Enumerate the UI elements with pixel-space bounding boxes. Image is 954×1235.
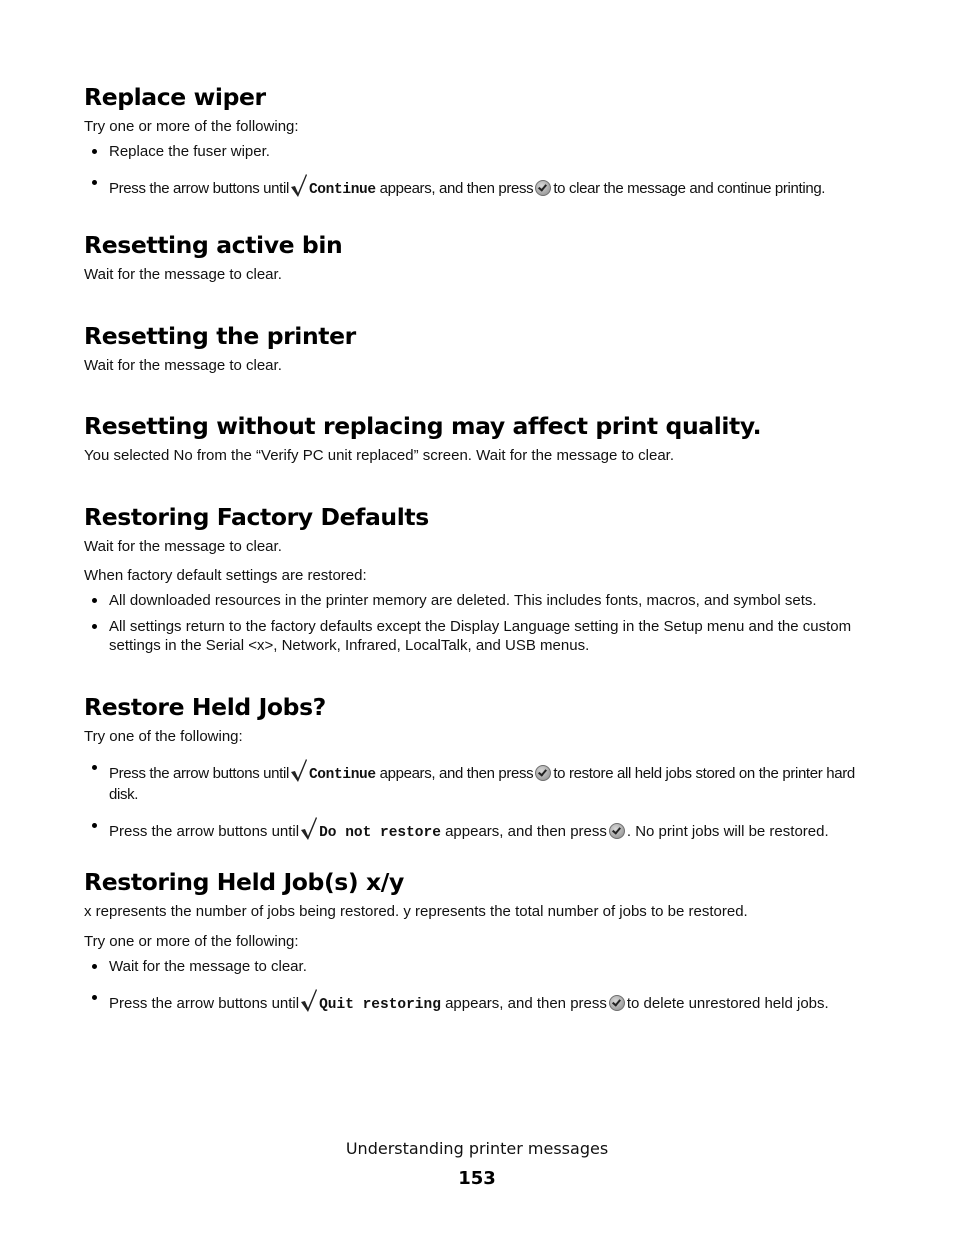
select-button-icon [609,995,625,1011]
bullet-dot [92,149,97,154]
list-item [84,173,884,200]
list-item-text: Press the arrow buttons until [109,180,289,197]
section-heading: Restoring Factory Defaults [84,503,429,531]
select-button-icon [535,180,551,196]
section-heading: Resetting the printer [84,322,356,350]
list-item [84,142,884,161]
section-text: x represents the number of jobs being restored. y represents the total number of jobs to be restored. [84,903,748,920]
bullet-dot [92,964,97,969]
list-item [84,758,884,804]
list-item [84,816,884,843]
checkmark-icon [300,988,318,1012]
section-resetting-printer [84,321,884,375]
bullet-list [84,591,884,655]
select-button-icon [609,823,625,839]
bullet-list [84,142,884,200]
bullet-list [84,758,884,843]
section-text: You selected No from the “Verify PC unit replaced” screen. Wait for the message to clear. [84,447,675,464]
list-item-text: to restore all held jobs stored on the printer hard disk. [109,765,855,803]
section-restoring-held-jobs-xy [84,867,884,1015]
list-item-text: Press the arrow buttons until [109,765,289,782]
bullet-dot [92,180,97,185]
list-item [84,591,884,610]
section-resetting-active-bin [84,230,884,284]
list-item [84,957,884,976]
section-heading: Replace wiper [84,83,266,111]
list-item-text: appears, and then press [445,995,607,1012]
list-item-text: Press the arrow buttons until [109,995,300,1012]
list-item [84,617,884,655]
list-item-text: appears, and then press [379,180,534,197]
list-item-text: Press the arrow buttons until [109,823,300,840]
section-resetting-without-replacing [84,411,884,465]
section-intro: Try one or more of the following: [84,933,299,950]
menu-option-code: Continue [308,182,376,198]
bullet-dot [92,624,97,629]
section-heading: Restore Held Jobs? [84,693,326,721]
bullet-dot [92,598,97,603]
section-intro: Try one of the following: [84,728,243,745]
section-heading: Restoring Held Job(s) x/y [84,868,404,896]
section-text: Wait for the message to clear. [84,538,282,555]
page-number: 153 [458,1168,496,1189]
checkmark-icon [300,816,318,840]
section-restore-held-jobs [84,692,884,843]
menu-option-code: Continue [308,767,376,783]
menu-option-code: Do not restore [319,825,441,841]
list-item-text: All downloaded resources in the printer memory are deleted. This includes fonts, macros, and symbol sets. [109,592,817,609]
list-item-text: to delete unrestored held jobs. [626,995,829,1012]
bullet-dot [92,995,97,1000]
section-heading: Resetting active bin [84,231,343,259]
bullet-list [84,957,884,1015]
section-text: Wait for the message to clear. [84,357,282,374]
section-intro: Try one or more of the following: [84,118,299,135]
checkmark-icon [290,173,308,197]
section-restoring-factory-defaults [84,502,884,655]
section-text: Wait for the message to clear. [84,266,282,283]
list-item-text: to clear the message and continue printing. [553,180,826,197]
section-replace-wiper [84,82,884,200]
list-item-text: appears, and then press [379,765,534,782]
bullet-dot [92,823,97,828]
list-item-text: All settings return to the factory defaults except the Display Language setting in the Setup menu and the custom settings in the Serial <x>, Network, Infrared, LocalTalk, and USB menus. [109,618,852,654]
list-item-text: Wait for the message to clear. [109,958,307,975]
footer-chapter-title: Understanding printer messages [345,1139,609,1158]
menu-option-code: Quit restoring [319,997,441,1013]
section-heading: Resetting without replacing may affect print quality. [84,412,762,440]
section-text: When factory default settings are restored: [84,567,367,584]
list-item-text: Replace the fuser wiper. [109,143,270,160]
select-button-icon [535,765,551,781]
bullet-dot [92,765,97,770]
list-item [84,988,884,1015]
checkmark-icon [290,758,308,782]
list-item-text: . No print jobs will be restored. [626,823,829,840]
list-item-text: appears, and then press [445,823,607,840]
